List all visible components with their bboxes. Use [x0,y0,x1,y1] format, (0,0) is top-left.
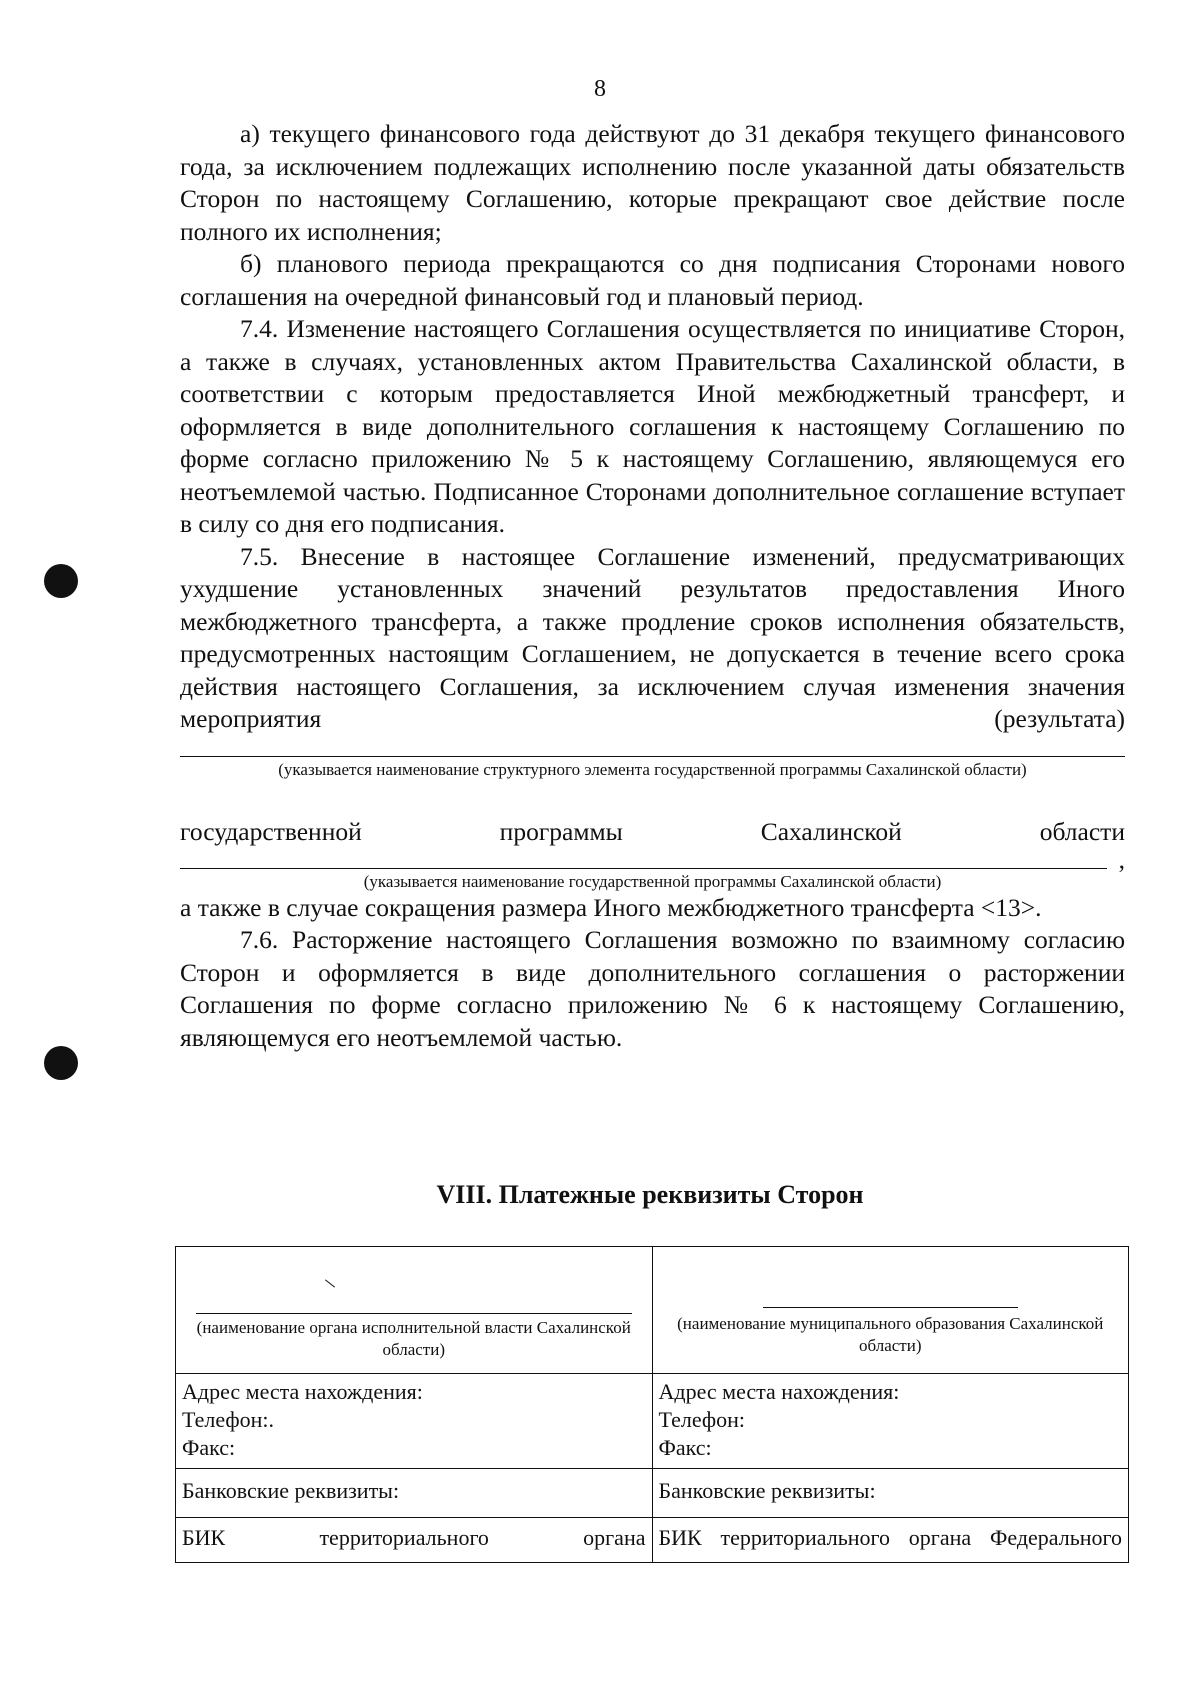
paragraph-a: а) текущего финансового года действуют до 31 декабря текущего финансового года, за исключением подлежащих исполнению после указанной даты обязательств Сторон по настоящему Соглашению, которые прекращают свое действие после полного их исполнения; [180,119,1125,246]
program-word-4: области [1039,816,1125,846]
left-bank-label: Банковские реквизиты: [182,1478,400,1503]
left-org-line [196,1313,632,1314]
right-org-line [763,1307,1019,1308]
paragraph-7-4: 7.4. Изменение настоящего Соглашения осуществляется по инициативе Сторон, а также в случаях, установленных актом Правительства Сахалинской области, в соответствии с которым предоставляется Иной межбюджетный трансферт, и оформляется в виде дополнительного соглашения к настоящему Соглашению по форме согласно приложению № 5 к настоящему Соглашению, являющемуся его неотъемлемой частью. Подписанное Сторонами дополнительное соглашение вступает в силу со дня его подписания. [180,314,1125,538]
left-contacts-cell [176,1374,653,1469]
section-title: VIII. Платежные реквизиты Сторон [436,1180,864,1209]
left-bik-cell [176,1518,653,1563]
program-word-1: государственной [180,816,362,846]
program-name-blank [180,844,1125,892]
program-name-line [180,868,1107,869]
document-body [180,118,1125,1054]
right-contacts-cell [652,1374,1129,1469]
right-bik-cell [652,1518,1129,1563]
left-bank-cell [176,1469,653,1518]
right-phone-label: Телефон: [658,1407,746,1432]
structural-element-line [180,756,1125,757]
right-org-cell [652,1247,1129,1374]
right-bank-cell [652,1469,1129,1518]
program-word-3: Сахалинской [760,816,902,846]
pen-mark [325,1279,335,1287]
table-row [176,1469,1129,1518]
table-row [176,1374,1129,1469]
structural-element-blank [180,736,1125,810]
left-phone-label: Телефон:. [182,1407,275,1432]
binder-hole-bottom [44,1046,78,1080]
paragraph-7-6: 7.6. Расторжение настоящего Соглашения возможно по взаимному согласию Сторон и оформляется в виде дополнительного соглашения о расторжении Соглашения по форме согласно приложению № 6 к настоящему Соглашению, являющемуся его неотъемлемой частью. [180,925,1125,1052]
trailing-comma: , [1118,844,1125,874]
right-address-label: Адрес места нахождения: [658,1379,900,1404]
table-row [176,1247,1129,1374]
paragraph-7-5: 7.5. Внесение в настоящее Соглашение изменений, предусматривающих ухудшение установленных значений результатов предоставления Иного межбюджетного трансферта, а также продление сроков исполнения обязательств, предусмотренных настоящим Соглашением, не допускается в течение всего срока действия настоящего Соглашения, за исключением случая изменения значения мероприятия (результата) [180,541,1125,733]
page-number: 8 [594,76,606,102]
structural-element-caption: (указывается наименование структурного элемента государственной программы Сахалинской области) [278,759,1027,779]
requisites-table [175,1246,1129,1563]
binder-hole-top [44,564,78,598]
program-title-line [180,816,1125,848]
left-fax-label: Факс: [182,1435,236,1460]
program-word-2: программы [499,816,623,846]
right-org-caption: (наименование муниципального образования Сахалинской области) [677,1314,1104,1355]
right-fax-label: Факс: [658,1435,712,1460]
left-address-label: Адрес места нахождения: [182,1379,423,1404]
left-bik-label: БИК территориального органа [182,1525,646,1550]
left-org-cell [176,1247,653,1374]
paragraph-b: б) планового периода прекращаются со дня подписания Сторонами нового соглашения на очередной финансовый год и плановый период. [180,249,1125,311]
table-row [176,1518,1129,1563]
program-name-caption: (указывается наименование государственной программы Сахалинской области) [363,871,942,891]
right-bik-label: БИК территориального органа Федерального [658,1525,1122,1550]
right-bank-label: Банковские реквизиты: [658,1478,876,1503]
paragraph-7-5-continued: а также в случае сокращения размера Иного межбюджетного трансферта <13>. [180,892,1042,922]
left-org-caption: (наименование органа исполнительной власти Сахалинской области) [196,1318,631,1359]
